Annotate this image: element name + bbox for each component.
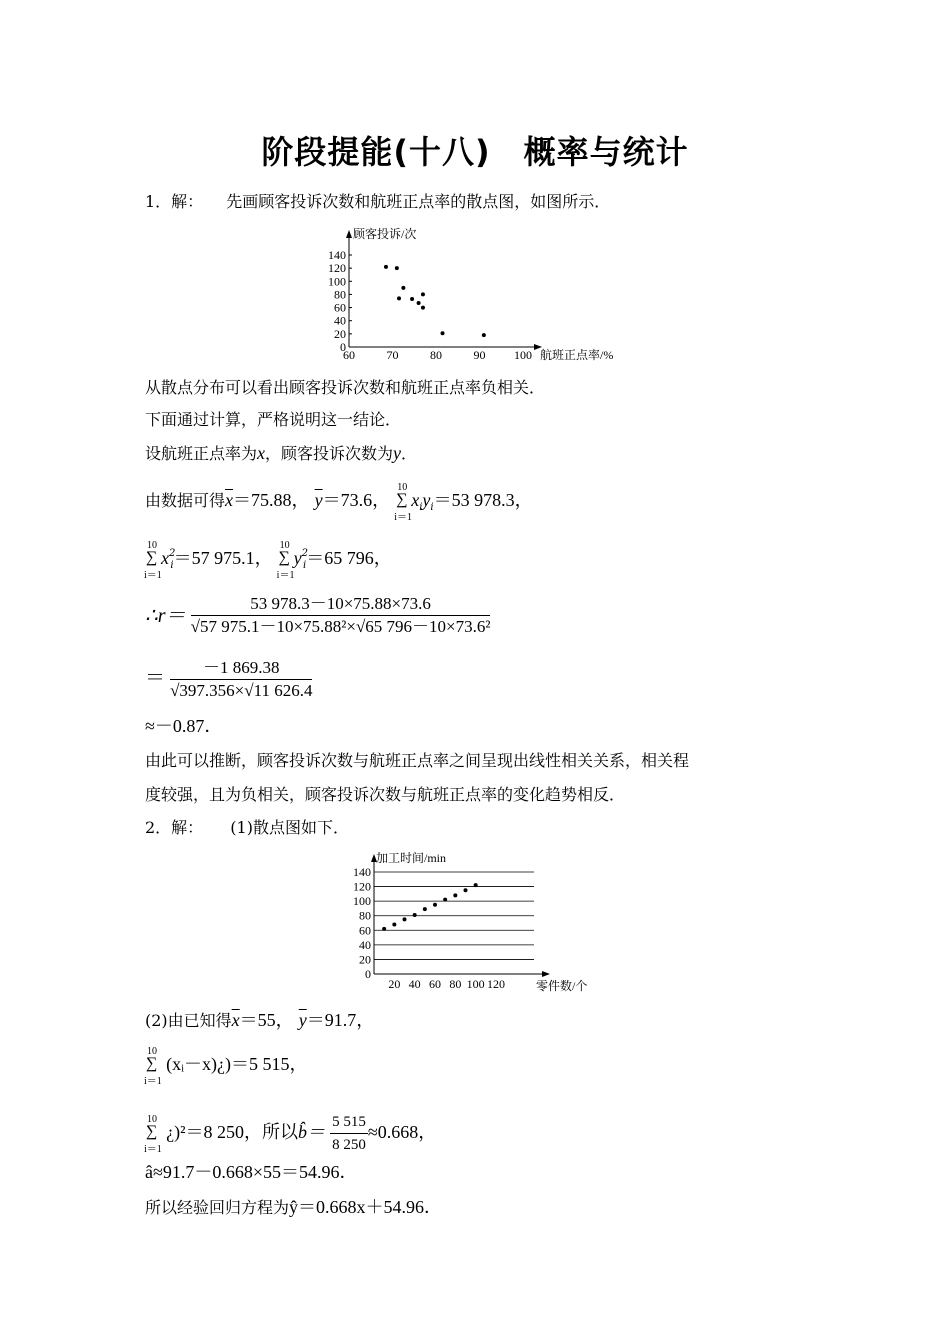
x-axis-arrow — [542, 971, 550, 977]
r-fraction — [191, 594, 491, 637]
y-tick-label: 80 — [359, 908, 371, 923]
y-tick-label: 140 — [328, 248, 346, 262]
sum-x2-value: ＝57 975.1， — [173, 548, 273, 568]
p2-label: 2．解： — [145, 818, 204, 837]
text-fragment: ，顾客投诉次数为 — [265, 444, 394, 463]
p1-setvars — [145, 443, 417, 464]
eq2-denominator: √397.356×√11 626.4 — [170, 681, 313, 700]
data-point — [423, 907, 427, 911]
x-tick-label: 60 — [429, 977, 441, 991]
b-denominator: 8 250 — [332, 1137, 366, 1153]
p1-eq2 — [145, 658, 312, 701]
x-tick-label: 100 — [514, 348, 532, 362]
sum-upper: 10 — [147, 539, 157, 551]
x-tick-label: 60 — [343, 348, 355, 362]
sum-lower: i＝1 — [144, 1143, 162, 1155]
sum-xy-dev-value: (xᵢ－x)¿)＝5 515， — [166, 1054, 308, 1074]
chart-complaints-vs-ontime — [318, 224, 638, 364]
x-axis-title: 航班正点率/% — [540, 348, 614, 362]
y-tick-label: 100 — [353, 894, 371, 909]
data-point — [384, 265, 388, 269]
data-point — [482, 333, 486, 337]
data-point — [397, 296, 401, 300]
chart-time-vs-parts — [338, 850, 608, 995]
p1-sums-line: 10 ∑ i＝1 $x^2_i=57$ 975.1， 10 ∑ i＝1 $y^2_i=65$ 796， — [145, 548, 392, 572]
sum-xy-value: ＝53 978.3， — [433, 490, 533, 510]
y-tick-label: 140 — [353, 865, 371, 879]
var-x: x — [257, 443, 266, 463]
x-tick-label: 70 — [386, 348, 399, 362]
y-tick-label: 20 — [334, 326, 346, 341]
eq-sign: ＝ — [145, 667, 165, 689]
x-tick-label: 20 — [388, 977, 401, 991]
data-point — [433, 903, 437, 907]
p2-intro-line — [145, 818, 349, 838]
data-point — [417, 301, 421, 305]
y-tick-label: 80 — [334, 287, 346, 302]
text-fragment: 设航班正点率为 — [145, 444, 258, 463]
x-tick-label: 100 — [466, 977, 485, 991]
sum-lower: i＝1 — [144, 569, 162, 581]
p2-line5: â≈91.7－0.668×55＝54.96． — [145, 1162, 358, 1182]
p1-final2: 度较强，且为负相关，顾客投诉次数与航班正点率的变化趋势相反． — [145, 785, 626, 804]
y-tick-label: 120 — [328, 261, 346, 276]
data-point — [410, 297, 414, 301]
p1-final1: 由此可以推断，顾客投诉次数与航班正点率之间呈现出线性相关关系，相关程 — [145, 751, 690, 770]
r-prefix: ∴r＝ — [145, 605, 186, 627]
sum-x-dev-value: ¿)²＝8 250，所以 — [166, 1122, 298, 1142]
p1-intro: 先画顾客投诉次数和航班正点率的散点图，如图所示． — [226, 192, 611, 211]
data-point — [453, 893, 457, 897]
y-bar: $\overline{y}$ — [298, 1010, 307, 1030]
b-result: ≈0.668， — [367, 1122, 437, 1142]
x-bar-value: ＝75.88， — [233, 490, 310, 510]
x-axis-title: 零件数/个 — [536, 979, 588, 993]
p1-data-line: 由数据可得$\overline{x}=75.88$， $\overline{y}=73.6$， 10 ∑ i＝1 $x_iy_i=53$ 978.3， — [145, 490, 533, 518]
data-point — [395, 266, 399, 270]
p1-intro-line — [145, 192, 610, 212]
b-numerator: 5 515 — [330, 1112, 368, 1134]
data-point — [401, 286, 405, 290]
r-numerator: 53 978.3－10×75.88×73.6 — [191, 594, 491, 616]
var-x: x — [411, 490, 420, 510]
p2-line4 — [145, 1112, 436, 1155]
data-point — [403, 917, 407, 921]
x-tick-label: 40 — [408, 977, 421, 991]
data-point — [382, 927, 386, 931]
x-bar-value: ＝55， — [239, 1010, 294, 1030]
b-fraction — [330, 1112, 368, 1155]
data-point — [421, 306, 425, 310]
y-tick-label: 40 — [359, 937, 371, 952]
p2-line2 — [145, 1010, 374, 1031]
sum-upper: 10 — [279, 539, 290, 551]
var-y: y — [422, 490, 431, 510]
page-title: 阶段提能(十八) 概率与统计 — [261, 133, 689, 171]
data-point — [421, 292, 425, 296]
sum-upper: 10 — [147, 1113, 157, 1125]
sum-upper: 10 — [397, 481, 408, 493]
b-hat: b̂＝ — [297, 1122, 325, 1142]
y-tick-label: 20 — [359, 952, 371, 967]
sigma-symbol: 10 ∑ i＝1 — [145, 1124, 161, 1144]
var-y: y — [393, 443, 402, 463]
y-tick-label: 120 — [353, 879, 371, 894]
data-point — [413, 913, 417, 917]
y-tick-label: 0 — [365, 967, 371, 981]
text-fragment: 所以经验回归方程为 — [145, 1198, 290, 1217]
p1-r-formula — [145, 594, 491, 637]
r-denominator: √57 975.1－10×75.88²×√65 796－10×73.6² — [190, 617, 491, 636]
y-tick-label: 60 — [359, 923, 371, 938]
sum-lower: i＝1 — [276, 569, 295, 581]
regression-equation: ŷ＝0.668x＋54.96． — [289, 1197, 443, 1217]
p1-approx: ≈－0.87． — [145, 716, 223, 736]
sum-lower: i＝1 — [394, 511, 412, 523]
y-bar-value: ＝73.6， — [322, 490, 391, 510]
sigma-symbol: 10 ∑ i＝1 — [278, 550, 294, 570]
data-point — [441, 331, 445, 335]
sum-y2-value: ＝65 796， — [306, 548, 392, 568]
p2-line3 — [144, 1045, 308, 1087]
eq2-fraction — [170, 658, 312, 701]
x-bar: $\overline{x}$ — [231, 1010, 240, 1030]
eq2-numerator: －1 869.38 — [170, 658, 312, 680]
y-tick-label: 40 — [334, 313, 346, 328]
p2-line6 — [145, 1197, 442, 1218]
sum-lower: i＝1 — [144, 1075, 162, 1087]
y-bar-value: ＝91.7， — [306, 1010, 375, 1030]
text-fragment: ． — [401, 444, 418, 463]
sigma-symbol: 10 ∑ i＝1 — [395, 492, 411, 512]
sum-upper: 10 — [147, 1045, 157, 1057]
x-bar: $\overline{x}$ — [225, 490, 234, 510]
y-tick-label: 100 — [328, 274, 346, 289]
p1-conclusion2: 下面通过计算，严格说明这一结论． — [145, 410, 402, 429]
y-tick-label: 0 — [340, 340, 346, 354]
sigma-symbol: 10 ∑ i＝1 — [145, 550, 161, 570]
text-fragment: 由数据可得 — [145, 491, 226, 510]
data-point — [443, 898, 447, 902]
y-axis-title: 加工时间/min — [376, 851, 447, 865]
x-tick-label: 90 — [473, 348, 486, 362]
x-tick-label: 120 — [487, 977, 505, 991]
p1-conclusion1: 从散点分布可以看出顾客投诉次数和航班正点率负相关． — [145, 378, 546, 397]
y-axis-title: 顾客投诉/次 — [353, 227, 417, 241]
y-bar: $\overline{y}$ — [314, 490, 323, 510]
p2-intro: (1)散点图如下． — [230, 818, 349, 837]
y-tick-label: 60 — [334, 300, 346, 315]
data-point — [464, 888, 468, 892]
data-point — [474, 883, 478, 887]
data-point — [392, 922, 396, 926]
text-fragment: (2)由已知得 — [145, 1011, 232, 1030]
sigma-symbol: 10 ∑ i＝1 — [145, 1056, 161, 1076]
p1-label: 1．解： — [145, 192, 204, 211]
x-tick-label: 80 — [449, 977, 462, 991]
x-tick-label: 80 — [430, 348, 442, 362]
y-axis-arrow — [346, 230, 352, 238]
